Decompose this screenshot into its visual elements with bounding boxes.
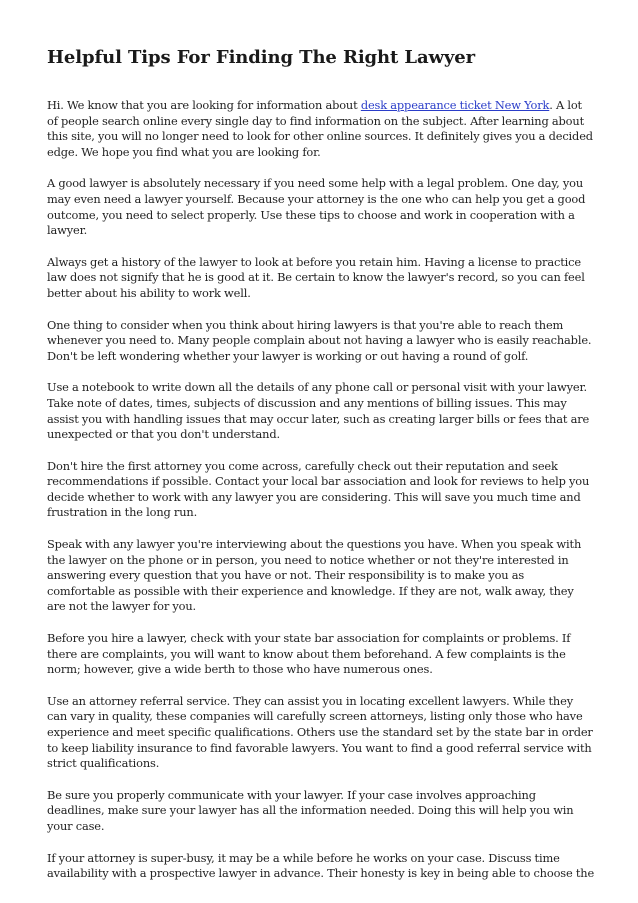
intro-text-before-link: Hi. We know that you are looking for information about (47, 98, 361, 112)
document-page (47, 44, 595, 898)
body-paragraph-5: Don't hire the first attorney you come across, carefully check out their reputation and seek recommendations if possible. Contact your local bar association and look for reviews to help you decide whether to work with any lawyer you are considering. This will save you much time and frustration in the long run. (47, 458, 590, 520)
desk-appearance-ticket-link[interactable]: desk appearance ticket New York (360, 98, 550, 112)
intro-text-after-link: . A lot of people search online every single day to find information on the subject. After learning about this site, you will no longer need to look for other online sources. It definitely gives you a decided edge. We hope you find what you are looking for. (47, 98, 593, 159)
document-title: Helpful Tips For Finding The Right Lawyer (47, 47, 476, 68)
body-paragraph-1: A good lawyer is absolutely necessary if you need some help with a legal problem. One day, you may even need a lawyer yourself. Because your attorney is the one who can help you get a good outcome, you need to select properly. Use these tips to choose and work in cooperation with a lawyer. (47, 176, 586, 238)
body-paragraph-8: Use an attorney referral service. They can assist you in locating excellent lawyers. While they can vary in quality, these companies will carefully screen attorneys, listing only those who have experience and meet specific qualifications. Others use the standard set by the state bar in order to keep liability insurance to find favorable lawyers. You want to find a good referral service with strict qualifications. (47, 693, 593, 771)
body-paragraph-4: Use a notebook to write down all the details of any phone call or personal visit with your lawyer. Take note of dates, times, subjects of discussion and any mentions of billing issues. This may assist you with handling issues that may occur later, such as creating larger bills or fees that are unexpected or that you don't understand. (47, 380, 590, 442)
body-paragraph-7: Before you hire a lawyer, check with your state bar association for complaints or problems. If there are complaints, you will want to know about them beforehand. A few complaints is the norm; however, give a wide berth to those who have numerous ones. (47, 631, 571, 677)
body-paragraph-10: If your attorney is super-busy, it may be a while before he works on your case. Discuss time availability with a prospective lawyer in advance. Their honesty is key in being able to choose the (47, 850, 595, 881)
body-paragraph-9: Be sure you properly communicate with your lawyer. If your case involves approaching deadlines, make sure your lawyer has all the information needed. Doing this will help you win your case. (47, 787, 574, 833)
body-paragraph-3: One thing to consider when you think about hiring lawyers is that you're able to reach them whenever you need to. Many people complain about not having a lawyer who is easily reachable. Don't be left wondering whether your lawyer is working or out having a round of golf. (47, 317, 592, 363)
body-paragraph-2: Always get a history of the lawyer to look at before you retain him. Having a license to practice law does not signify that he is good at it. Be certain to know the lawyer's record, so you can feel better about his ability to work well. (47, 254, 585, 300)
intro-paragraph (47, 98, 595, 160)
body-paragraph-6: Speak with any lawyer you're interviewing about the questions you have. When you speak with the lawyer on the phone or in person, you need to notice whether or not they're interested in answering every question that you have or not. Their responsibility is to make you as comfortable as possible with their experience and knowledge. If they are not, walk away, they are not the lawyer for you. (47, 537, 582, 614)
